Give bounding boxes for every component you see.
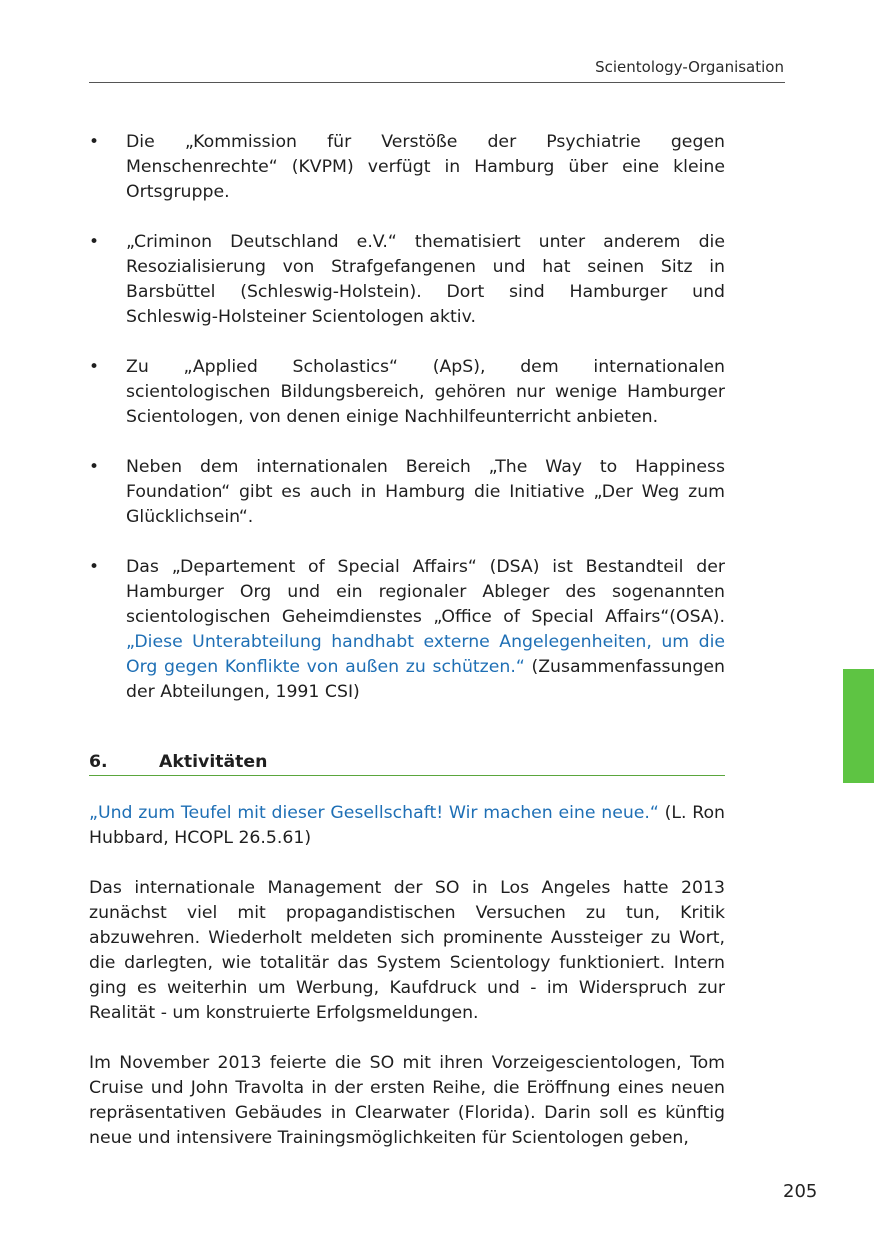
page-content <box>89 130 725 1176</box>
bullet-icon: • <box>89 132 100 152</box>
paragraph: Das internationale Management der SO in Los Angeles hatte 2013 zunächst viel mit propagandistischen Versuchen zu tun, Kritik abzuwehren. Wiederholt meldeten sich prominente Aussteiger zu Wort, die darlegten, wie totalitär das System Scientology funktioniert. Intern ging es weiterhin um Werbung, Kaufdruck und - im Widerspruch zur Realität - um konstruierte Erfolgsmeldungen. <box>89 878 725 1023</box>
paragraph: Im November 2013 feierte die SO mit ihren Vorzeigescientologen, Tom Cruise und John Travolta in der ersten Reihe, die Eröffnung eines neuen repräsentativen Gebäudes in Clearwater (Florida). Darin soll es künftig neue und intensivere Trainingsmöglichkeiten für Scientologen geben, <box>89 1053 725 1148</box>
page-number: 205 <box>783 1181 818 1202</box>
bullet-icon: • <box>89 557 100 577</box>
running-header: Scientology-Organisation <box>595 58 784 76</box>
bullet-icon: • <box>89 357 100 377</box>
list-item: • Die „Kommission für Verstöße der Psychiatrie gegen Menschenrechte“ (KVPM) verfügt in Hamburg über eine kleine Ortsgruppe. <box>89 132 725 202</box>
header-rule <box>89 82 785 83</box>
bullet-list <box>89 130 725 705</box>
bullet-icon: • <box>89 232 100 252</box>
section-title: Aktivitäten <box>159 752 268 772</box>
chapter-side-tab <box>843 669 874 783</box>
bullet-icon: • <box>89 457 100 477</box>
epigraph-source: (L. Ron Hubbard, HCOPL 26.5.61) <box>89 803 725 848</box>
list-item: • Neben dem internationalen Bereich „The Way to Happiness Foundation“ gibt es auch in Hamburg die Initiative „Der Weg zum Glücklichsein“. <box>89 457 725 527</box>
quote-text: „Diese Unterabteilung handhabt externe Angelegenheiten, um die Org gegen Konflikte von außen zu schützen.“ <box>126 632 725 677</box>
list-item: • Das „Departement of Special Affairs“ (DSA) ist Bestandteil der Hamburger Org und ein regionaler Ableger des sogenannten scientologischen Geheimdienstes „Office of Special Affairs“(OSA). „Diese Unterabteilung handhabt externe Angelegenheiten, um die Org gegen Konflikte von außen zu schützen.“ (Zusammenfassungen der Abteilungen, 1991 CSI) <box>89 557 725 702</box>
epigraph-quote: „Und zum Teufel mit dieser Gesellschaft! Wir machen eine neue.“ <box>89 803 659 823</box>
section-number: 6. <box>89 752 108 772</box>
epigraph <box>89 801 725 851</box>
section-heading <box>89 750 725 776</box>
list-item: • „Criminon Deutschland e.V.“ thematisiert unter anderem die Resozialisierung von Strafgefangenen und hat seinen Sitz in Barsbüttel (Schleswig-Holstein). Dort sind Hamburger und Schleswig-Holsteiner Scientologen aktiv. <box>89 232 725 327</box>
list-item: • Zu „Applied Scholastics“ (ApS), dem internationalen scientologischen Bildungsbereich, gehören nur wenige Hamburger Scientologen, von denen einige Nachhilfeunterricht anbieten. <box>89 357 725 427</box>
